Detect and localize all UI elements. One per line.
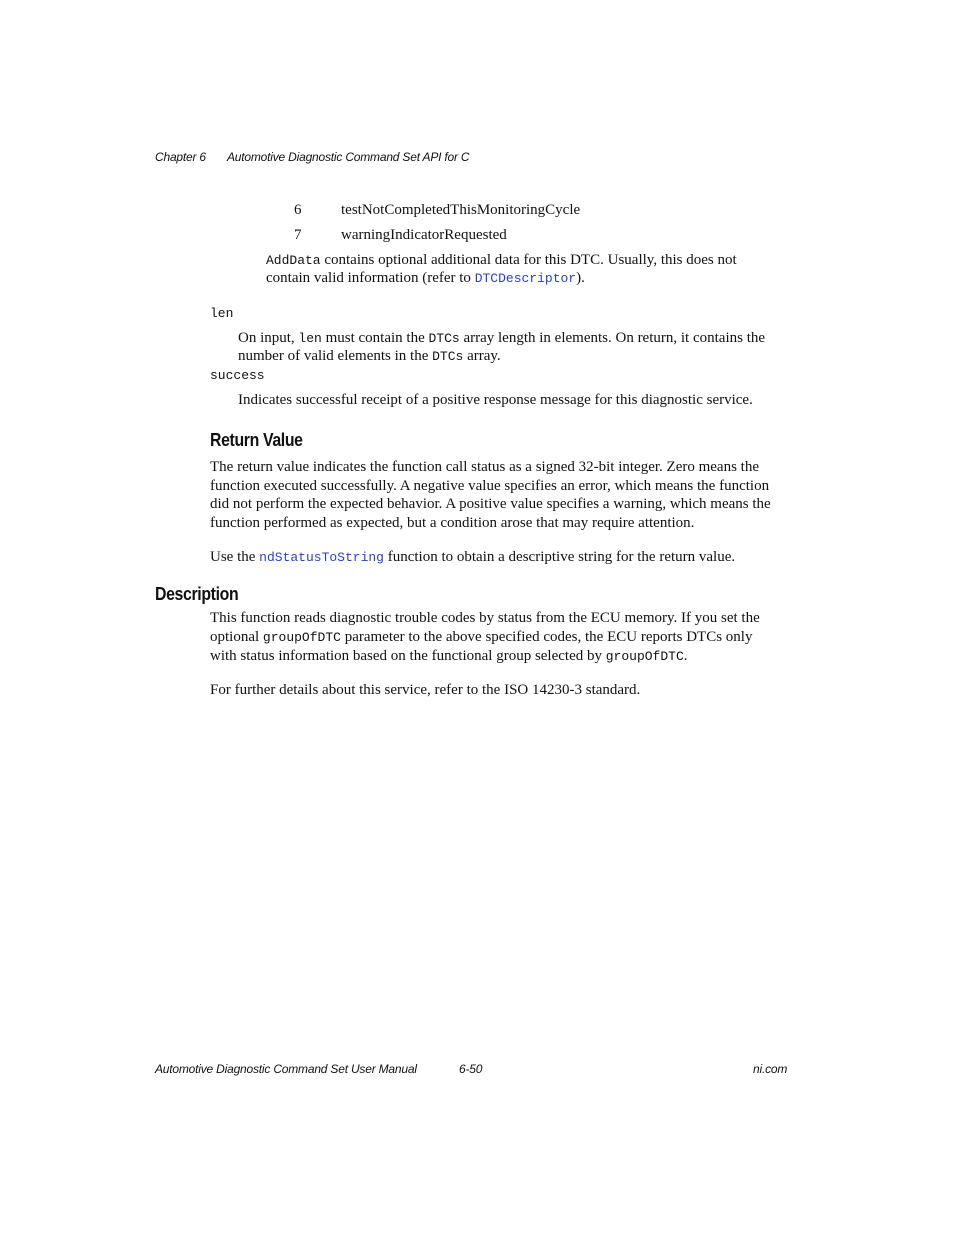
success-description: Indicates successful receipt of a positive response message for this diagnostic service. — [238, 392, 753, 408]
status-item-label: warningIndicatorRequested — [341, 227, 507, 243]
running-header-title: Automotive Diagnostic Command Set API for C — [227, 150, 470, 164]
return-value-line: function executed successfully. A negative value specifies an error, which means the function — [210, 478, 770, 494]
return-value-use-line: Use the ndStatusToString function to obtain a descriptive string for the return value. — [210, 549, 736, 565]
adddata-code: AddData — [266, 253, 321, 268]
description-line3: with status information based on the functional group selected by groupOfDTC. — [210, 648, 688, 664]
return-value-line: did not perform the expected behavior. A positive value specifies a warning, which means the — [210, 496, 771, 512]
status-item-number: 7 — [294, 227, 302, 243]
return-value-line: function performed as expected, but a condition arose that may require attention. — [210, 515, 695, 531]
return-value-heading: Return Value — [210, 430, 303, 450]
adddata-paragraph-line2: contain valid information (refer to DTCDescriptor). — [266, 270, 585, 286]
param-name-success: success — [210, 368, 265, 383]
len-description-line2: number of valid elements in the DTCs array. — [238, 348, 501, 364]
footer-site: ni.com — [753, 1062, 788, 1076]
ndstatustostring-link[interactable]: ndStatusToString — [259, 550, 384, 565]
param-name-len: len — [210, 306, 234, 321]
running-header-chapter: Chapter 6 — [155, 150, 206, 164]
len-description-line1: On input, len must contain the DTCs array length in elements. On return, it contains the — [238, 330, 766, 346]
status-item-number: 6 — [294, 202, 302, 218]
dtcdescriptor-link[interactable]: DTCDescriptor — [474, 271, 577, 286]
return-value-line: The return value indicates the function call status as a signed 32-bit integer. Zero means the — [210, 459, 759, 475]
description-further: For further details about this service, refer to the ISO 14230-3 standard. — [210, 682, 641, 698]
footer-page-number: 6-50 — [459, 1062, 483, 1076]
description-heading: Description — [155, 584, 239, 604]
description-line1: This function reads diagnostic trouble codes by status from the ECU memory. If you set the — [210, 610, 760, 626]
footer-manual-title: Automotive Diagnostic Command Set User Manual — [155, 1062, 417, 1076]
description-line2: optional groupOfDTC parameter to the above specified codes, the ECU reports DTCs only — [210, 629, 753, 645]
adddata-paragraph-line1: AddData contains optional additional data for this DTC. Usually, this does not — [266, 252, 737, 268]
status-item-label: testNotCompletedThisMonitoringCycle — [341, 202, 581, 218]
